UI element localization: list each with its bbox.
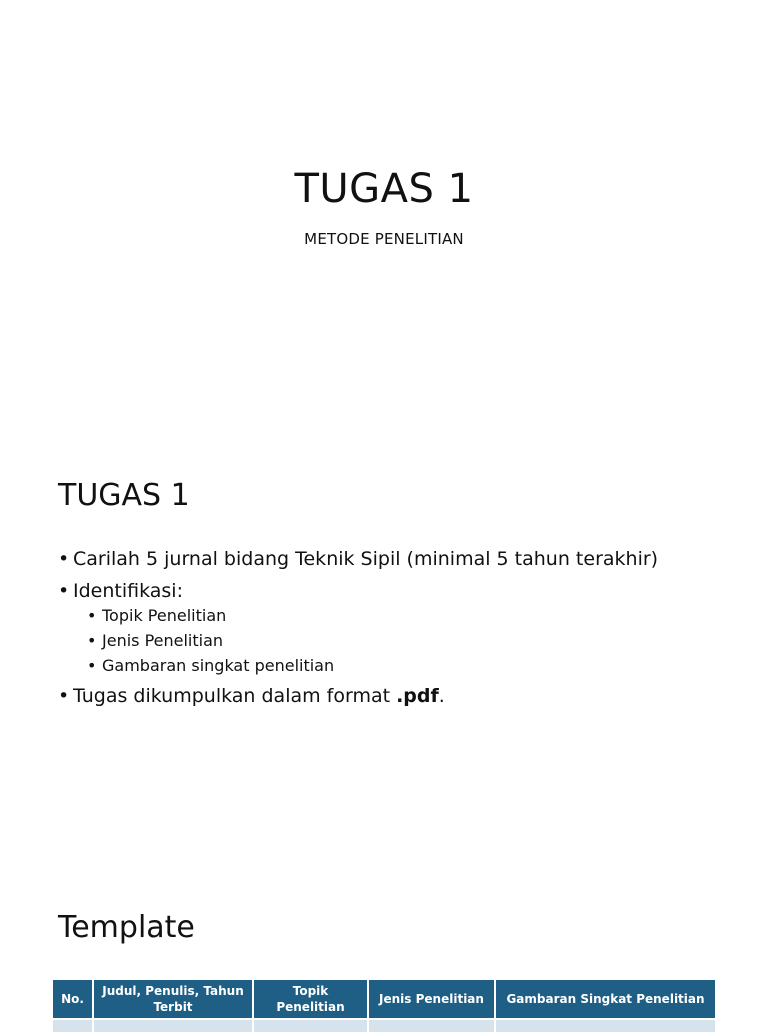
slide-title: TUGAS 1 bbox=[294, 166, 474, 212]
table-cell bbox=[368, 1019, 495, 1032]
bullet-text: Tugas dikumpulkan dalam format bbox=[73, 685, 397, 707]
bullet-text: . bbox=[438, 685, 445, 707]
title-slide bbox=[0, 0, 768, 432]
table-cell bbox=[53, 1019, 93, 1032]
sub-bullet-item: • Jenis Penelitian bbox=[87, 630, 738, 652]
task-bullet-list bbox=[58, 546, 738, 715]
bullet-item bbox=[58, 683, 738, 709]
template-table bbox=[53, 980, 715, 1032]
bullet-text: Carilah 5 jurnal bidang Teknik Sipil (minimal 5 tahun terakhir) bbox=[73, 548, 659, 570]
slide-subtitle: METODE PENELITIAN bbox=[304, 230, 464, 248]
task-slide bbox=[0, 432, 768, 864]
column-header: Jenis Penelitian bbox=[368, 980, 495, 1019]
table-cell bbox=[495, 1019, 715, 1032]
bullet-text: Identifikasi: bbox=[73, 580, 183, 602]
template-heading: Template bbox=[58, 910, 195, 945]
column-header: Topik Penelitian bbox=[253, 980, 368, 1019]
table-row bbox=[53, 1019, 715, 1032]
table-cell bbox=[93, 1019, 253, 1032]
column-header: No. bbox=[53, 980, 93, 1019]
column-header: Gambaran Singkat Penelitian bbox=[495, 980, 715, 1019]
table-header-row bbox=[53, 980, 715, 1019]
bullet-item bbox=[58, 546, 738, 572]
task-heading: TUGAS 1 bbox=[58, 478, 190, 513]
sub-bullet-item: • Topik Penelitian bbox=[87, 605, 738, 627]
column-header: Judul, Penulis, Tahun Terbit bbox=[93, 980, 253, 1019]
table-cell bbox=[253, 1019, 368, 1032]
bullet-item bbox=[58, 578, 738, 677]
sub-bullet-list bbox=[87, 605, 738, 677]
bullet-text-bold: .pdf bbox=[396, 685, 439, 707]
sub-bullet-item: • Gambaran singkat penelitian bbox=[87, 655, 738, 677]
template-slide bbox=[0, 864, 768, 1024]
